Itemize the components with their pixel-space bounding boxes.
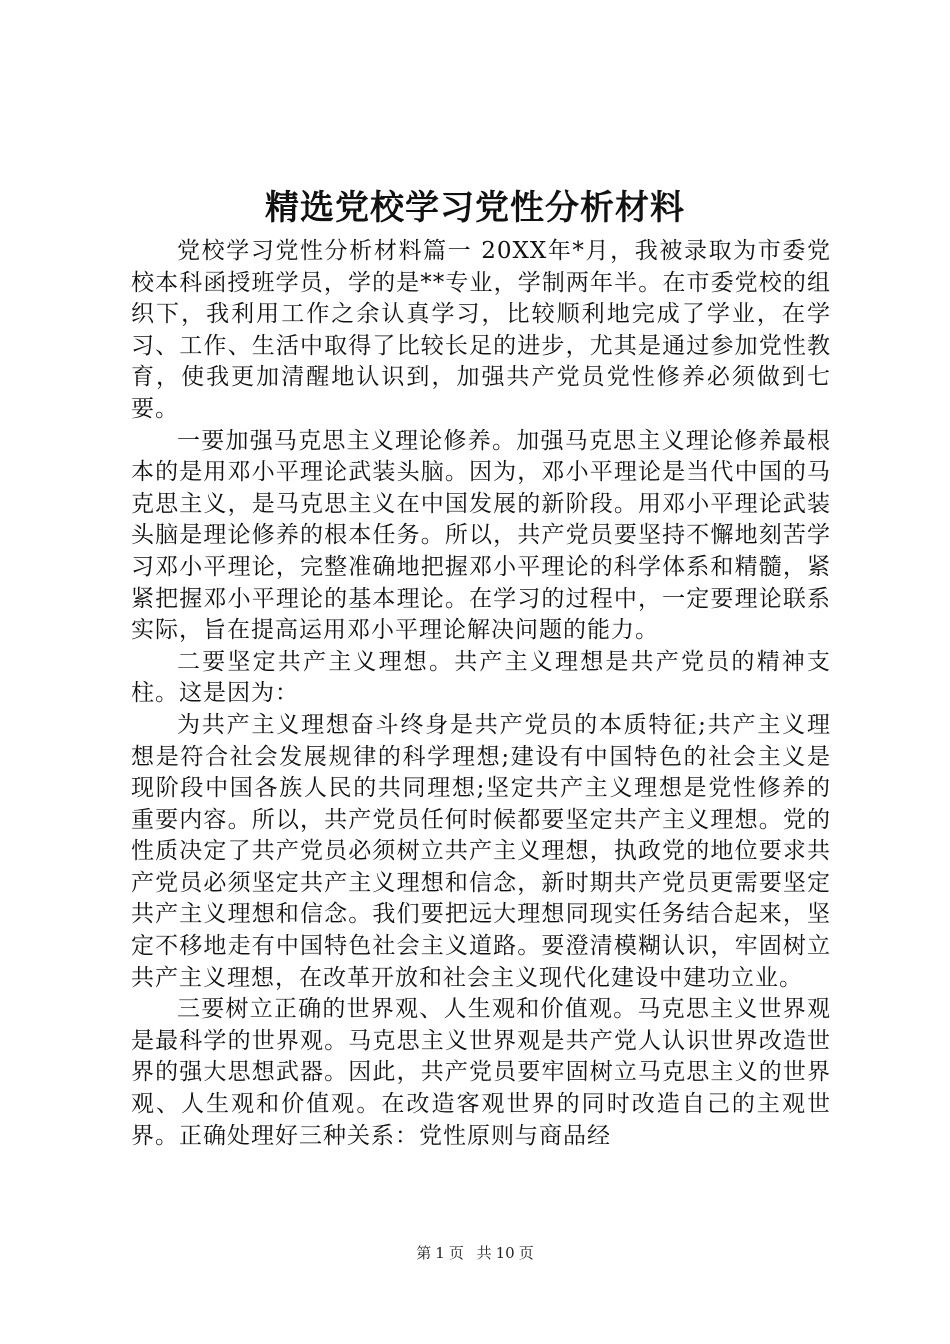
page-title: 精选党校学习党性分析材料 (265, 188, 685, 228)
page-indicator (414, 1244, 466, 1262)
paragraph-point-three: 三要树立正确的世界观、人生观和价值观。马克思主义世界观是最科学的世界观。马克思主义世界观是共产党人认识世界改造世界的强大思想武器。因此，共产党员要牢固树立马克思主义的世界观、人生观和价值观。在改造客观世界的同时改造自己的主观世界。正确处理好三种关系：党性原则与商品经 (131, 996, 831, 1149)
page-footer (0, 1243, 950, 1263)
document-body (131, 236, 831, 1152)
paragraph-point-two: 二要坚定共产主义理想。共产主义理想是共产党员的精神支柱。这是因为： (131, 648, 831, 707)
page-prefix: 第 (416, 1244, 432, 1262)
paragraph-point-two-detail: 为共产主义理想奋斗终身是共产党员的本质特征;共产主义理想是符合社会发展规律的科学理想;建设有中国特色的社会主义是现阶段中国各族人民的共同理想;坚定共产主义理想是党性修养的重要内容。所以，共产党员任何时候都要坚定共产主义理想。党的性质决定了共产党员必须树立共产主义理想，执政党的地位要求共产党员必须坚定共产主义理想和信念，新时期共产党员更需要坚定共产主义理想和信念。我们要把远大理想同现实任务结合起来，坚定不移地走有中国特色社会主义道路。要澄清模糊认识，牢固树立共产主义理想，在改革开放和社会主义现代化建设中建功立业。 (131, 711, 831, 991)
page-number: 1 (435, 1244, 445, 1262)
paragraph-point-one: 一要加强马克思主义理论修养。加强马克思主义理论修养最根本的是用邓小平理论武装头脑。因为，邓小平理论是当代中国的马克思主义，是马克思主义在中国发展的新阶段。用邓小平理论武装头脑是理论修养的根本任务。所以，共产党员要坚持不懈地刻苦学习邓小平理论，完整准确地把握邓小平理论的科学体系和精髓，紧紧把握邓小平理论的基本理论。在学习的过程中，一定要理论联系实际，旨在提高运用邓小平理论解决问题的能力。 (131, 427, 831, 644)
total-pages: 10 (495, 1244, 515, 1262)
total-prefix: 共 (476, 1244, 492, 1262)
paragraph-intro: 党校学习党性分析材料篇一 20XX年*月，我被录取为市委党校本科函授班学员，学的是**专业，学制两年半。在市委党校的组织下，我利用工作之余认真学习，比较顺利地完成了学业，在学习、工作、生活中取得了比较长足的进步，尤其是通过参加党性教育，使我更加清醒地认识到，加强共产党员党性修养必须做到七要。 (131, 238, 831, 422)
total-suffix: 页 (518, 1244, 534, 1262)
page-suffix: 页 (448, 1244, 464, 1262)
total-indicator (475, 1244, 536, 1262)
